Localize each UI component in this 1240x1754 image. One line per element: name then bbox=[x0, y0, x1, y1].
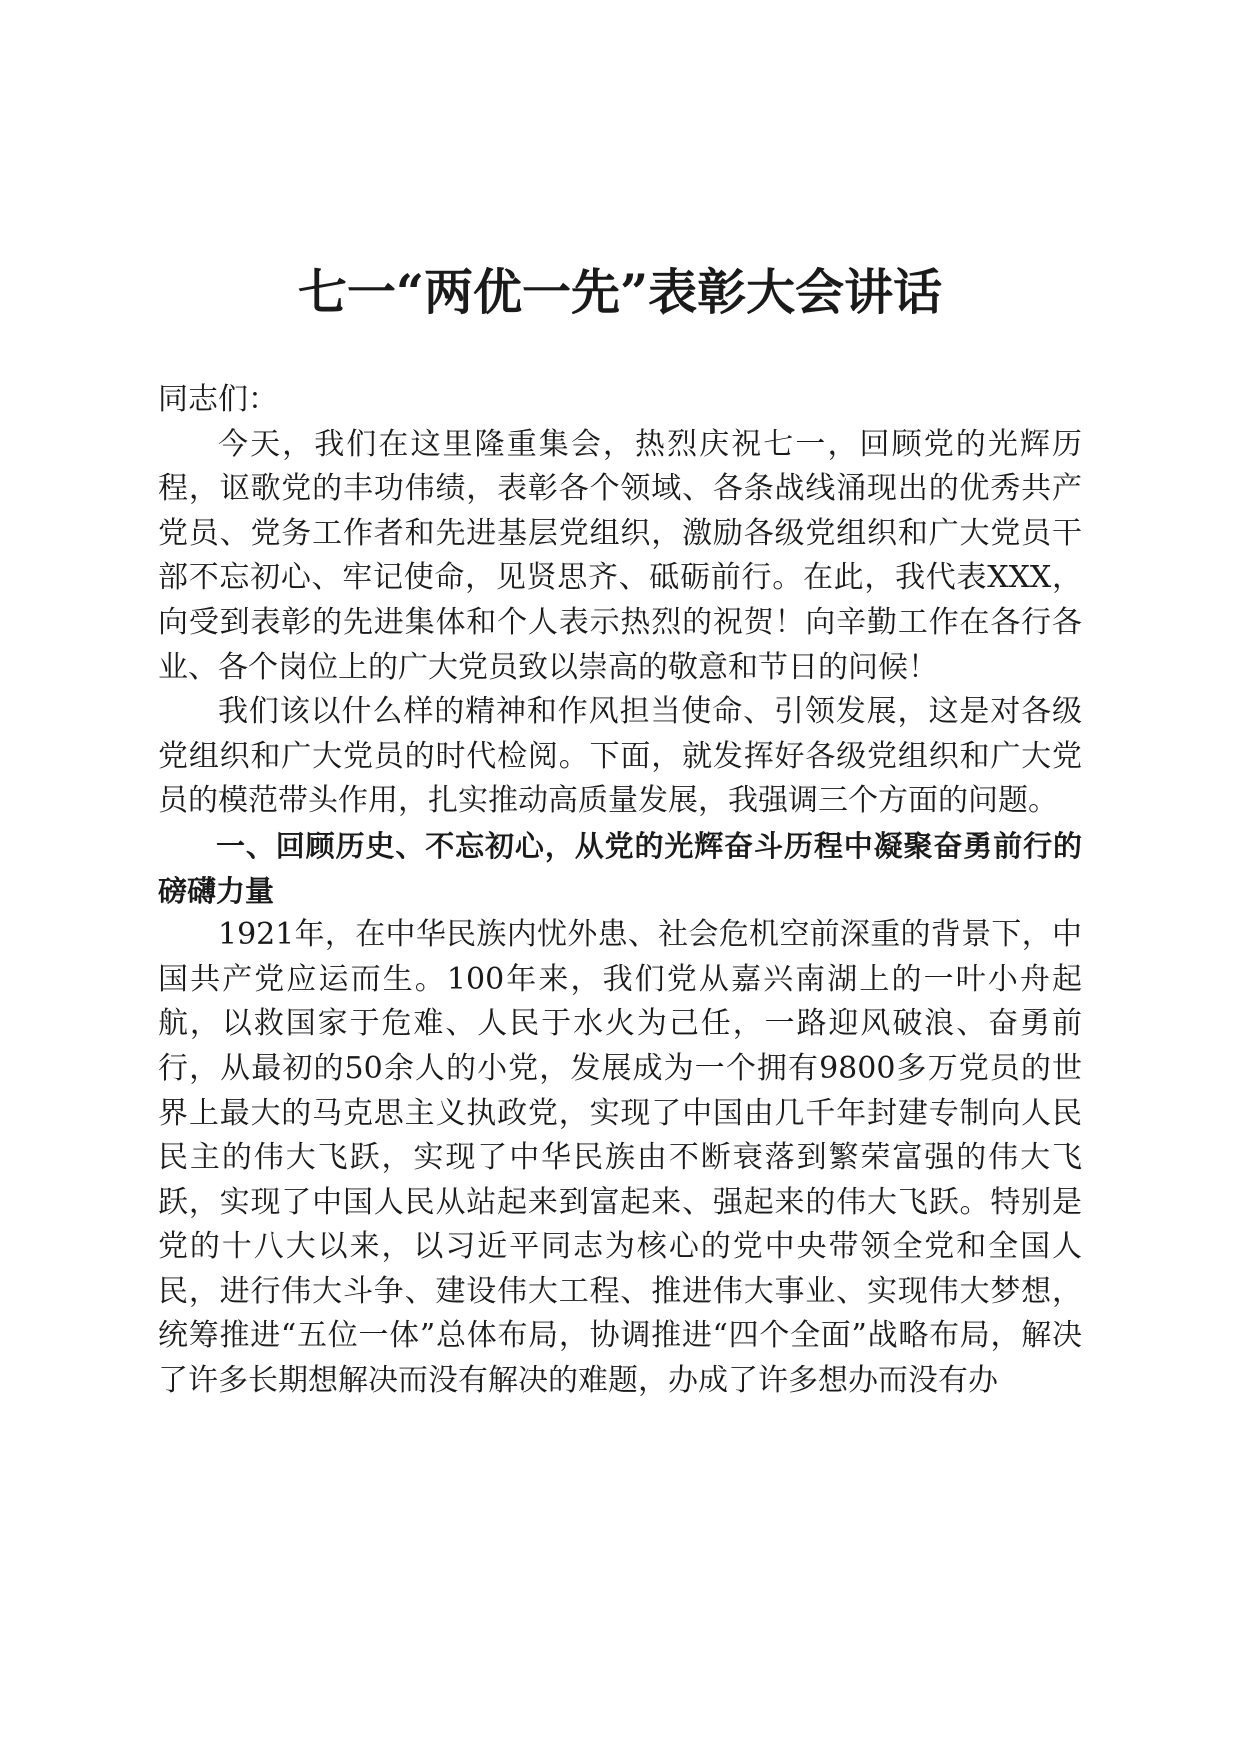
salutation: 同志们： bbox=[158, 382, 278, 417]
document-title: 七一“两优一先”表彰大会讲话 bbox=[297, 263, 943, 321]
body-paragraph: 1921年，在中华民族内忧外患、社会危机空前深重的背景下，中国共产党应运而生。100年来，我们党从嘉兴南湖上的一叶小舟起航，以救国家于危难、人民于水火为己任，一路迎风破浪、奋勇前行，从最初的50余人的小党，发展成为一个拥有9800多万党员的世界上最大的马克思主义执政党，实现了中国由几千年封建专制向人民民主的伟大飞跃，实现了中华民族由不断衰落到繁荣富强的伟大飞跃，实现了中国人民从站起来到富起来、强起来的伟大飞跃。特别是党的十八大以来，以习近平同志为核心的党中央带领全党和全国人民，进行伟大斗争、建设伟大工程、推进伟大事业、实现伟大梦想，统筹推进“五位一体”总体布局，协调推进“四个全面”战略布局，解决了许多长期想解决而没有解决的难题，办成了许多想办而没有办 bbox=[158, 917, 1082, 1399]
section-heading: 一、回顾历史、不忘初心，从党的光辉奋斗历程中凝聚奋勇前行的磅礴力量 bbox=[158, 828, 1082, 908]
document-body bbox=[158, 378, 1082, 1404]
body-paragraph: 我们该以什么样的精神和作风担当使命、引领发展，这是对各级党组织和广大党员的时代检阅。下面，就发挥好各级党组织和广大党员的模范带头作用，扎实推动高质量发展，我强调三个方面的问题。 bbox=[158, 694, 1082, 819]
body-paragraph: 今天，我们在这里隆重集会，热烈庆祝七一，回顾党的光辉历程，讴歌党的丰功伟绩，表彰各个领域、各条战线涌现出的优秀共产党员、党务工作者和先进基层党组织，激励各级党组织和广大党员干部不忘初心、牢记使命，见贤思齐、砥砺前行。在此，我代表XXX，向受到表彰的先进集体和个人表示热烈的祝贺！向辛勤工作在各行各业、各个岗位上的广大党员致以崇高的敬意和节日的问候！ bbox=[158, 426, 1082, 685]
